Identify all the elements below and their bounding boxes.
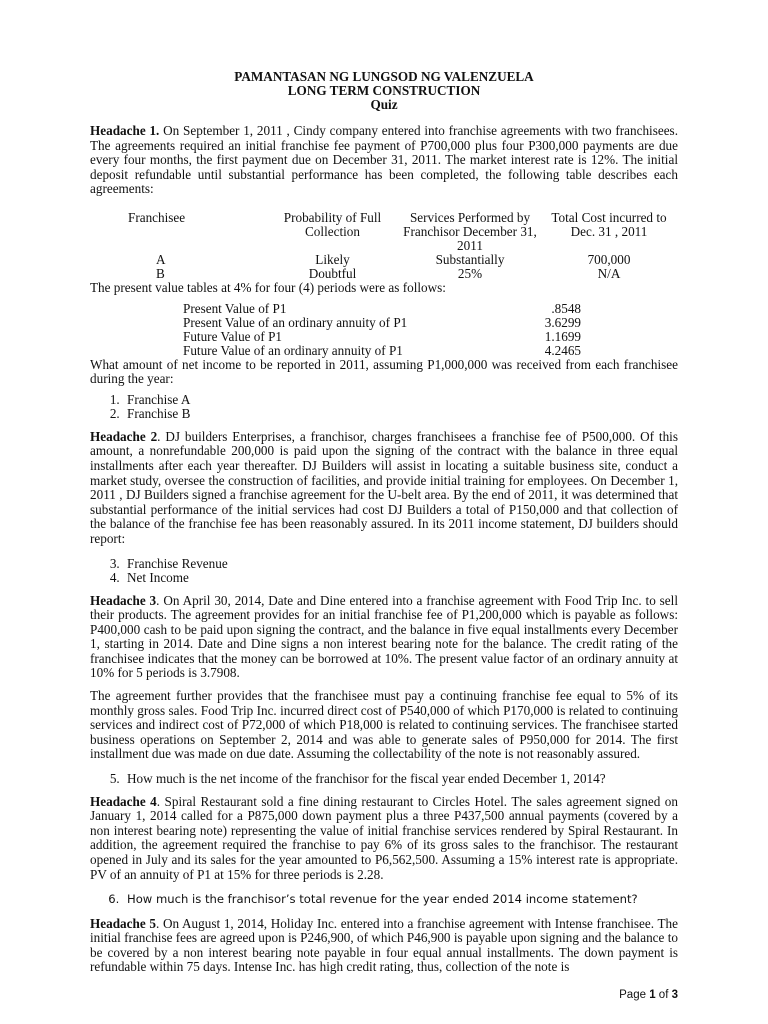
table-cell: Doubtful [308,265,357,281]
pv-table [183,302,581,358]
headache-3-text: . On April 30, 2014, Date and Dine entered into a franchise agreement with Food Trip Inc. to sell their products. The agreement provides for an initial franchise fee of P1,200,000 which is payable as follows: P400,000 cash to be paid upon signing the contract, and the balance in five equal installments every December 1, starting in 2014. Date and Dine signs a non interest bearing note for the balance. The credit rating of the franchisee indicates that the money can be borrowed at 10%. The present value factor of an ordinary annuity at 10% for 5 periods is 3.7908. [90,592,678,681]
table-cell: Likely [315,251,350,267]
headache-3-paragraph-2: The agreement further provides that the franchisee must pay a continuing franchise fee equal to 5% of its monthly gross sales. Food Trip Inc. incurred direct cost of P540,000 of which P170,000 is related to continuing services and indirect cost of P72,000 of which P18,000 is related to continuing services. The franchisee started business operations on September 2, 2014 and was able to generate sales of P950,000 for 2014. The first installment due was made on due date. Assuming the collectability of the note is not reasonably assured. [90,688,678,762]
list-item: 3. Franchise Revenue [123,557,678,572]
pv-row [183,302,581,316]
headache-1-list [90,393,678,422]
headache-4-paragraph [90,795,678,883]
university-name: PAMANTASAN NG LUNGSOD NG VALENZUELA [234,69,534,84]
course-title: LONG TERM CONSTRUCTION [287,83,481,98]
headache-2-paragraph [90,430,678,547]
franchisee-table [90,211,678,281]
pv-row [183,316,581,330]
table-header-row [90,211,678,253]
headache-1-text: On September 1, 2011 , Cindy company entered into franchise agreements with two franchisees. The agreements required an initial franchise fee payment of P700,000 plus four P300,000 payments are due every four months, the first payment due on December 31, 2011. The market interest rate is 12%. The initial deposit refundable until substantial performance has been completed, the following table describes each agreements: [90,123,678,197]
list-item: 6. How much is the franchisor’s total revenue for the year ended 2014 income statement? [123,892,678,907]
pv-value: 4.2465 [544,342,581,358]
headache-5-text: . On August 1, 2014, Holiday Inc. entered into a franchise agreement with Intense franchisee. The initial franchise fees are agreed upon is P246,900, of which P46,900 is payable upon signing and the balance to be covered by a non interest bearing note payable in four equal annual installments. The down payment is refundable within 75 days. Intense Inc. has high credit rating, thus, collection of the note is [90,915,678,975]
pv-value: 3.6299 [544,314,581,330]
headache-4-list [90,892,678,907]
pv-row [183,344,581,358]
pv-intro: The present value tables at 4% for four (4) periods were as follows: [90,279,446,295]
table-header-cell: Total Cost incurred to Dec. 31 , 2011 [551,209,667,239]
quiz-title: Quiz [370,97,398,112]
table-header-cell: Franchisee [128,209,186,225]
table-header-cell: Probability of Full Collection [283,209,382,239]
headache-4-text: . Spiral Restaurant sold a fine dining restaurant to Circles Hotel. The sales agreement signed on January 1, 2014 called for a P875,000 down payment plus a three P437,500 annual payments (covered by a non interest bearing note) representing the value of initial franchise services rendered by Spiral Restaurant. In addition, the agreement required the franchise to pay 6% of its gross sales to the franchisor. The restaurant opened in July and its sales for the year amounted to P6,562,500. Assuming a 15% interest rate is appropriate. PV of an annuity of P1 at 15% for three periods is 2.28. [90,793,678,882]
pv-label: Future Value of P1 [183,328,283,344]
headache-1-question: What amount of net income to be reported in 2011, assuming P1,000,000 was received from each franchisee during the year: [90,356,678,387]
table-cell: 25% [457,265,483,281]
headache-4-label: Headache 4 [90,793,157,809]
headache-5-paragraph [90,917,678,975]
headache-3-list [90,772,678,787]
pv-value: 1.1699 [544,328,581,344]
page-total: 3 [671,989,678,1001]
headache-2-text: . DJ builders Enterprises, a franchisor, charges franchisees a franchise fee of P500,000. Of this amount, a nonrefundable 200,000 is paid upon the signing of the contract with the balance in three equal installments after each year thereafter. DJ Builders will assist in locating a suitable business site, conduct a market study, oversee the construction of facilities, and provide initial training for employees. On December 1, 2011 , DJ Builders signed a franchise agreement for the U-belt area. By the end of 2011, it was determined that substantial performance of the initial services had cost DJ Builders a total of P150,000 and that collection of the balance of the franchise fee has been reasonably assured. In its 2011 income statement, DJ builders should report: [90,428,678,546]
table-cell: Substantially [435,251,505,267]
table-row [90,267,678,281]
table-row [90,253,678,267]
table-cell: A [156,251,166,267]
table-header-cell: Services Performed by Franchisor December 31, 2011 [403,209,537,253]
page-of: of [655,989,672,1001]
headache-3-label: Headache 3 [90,592,157,608]
page-prefix: Page [619,989,650,1001]
pv-label: Present Value of P1 [183,300,287,316]
pv-row [183,330,581,344]
document-header [90,70,678,112]
list-item: 2. Franchise B [123,407,678,422]
document-page [90,70,678,975]
headache-1-label: Headache 1. [90,123,160,138]
headache-2-list [90,557,678,586]
list-item: 4. Net Income [123,571,678,586]
list-item: 1. Franchise A [123,393,678,408]
table-cell: 700,000 [587,251,631,267]
table-cell: B [156,265,165,281]
headache-5-label: Headache 5 [90,915,156,931]
headache-3-paragraph [90,594,678,682]
pv-value: .8548 [551,300,581,316]
pv-label: Future Value of an ordinary annuity of P1 [183,342,403,358]
list-item: 5. How much is the net income of the franchisor for the fiscal year ended December 1, 2014? [123,772,678,787]
page-number: 1 [649,989,656,1001]
table-cell: N/A [597,265,621,281]
pv-label: Present Value of an ordinary annuity of P1 [183,314,408,330]
page-footer [619,988,678,1003]
headache-2-label: Headache 2 [90,428,158,444]
headache-1-paragraph [90,124,678,197]
